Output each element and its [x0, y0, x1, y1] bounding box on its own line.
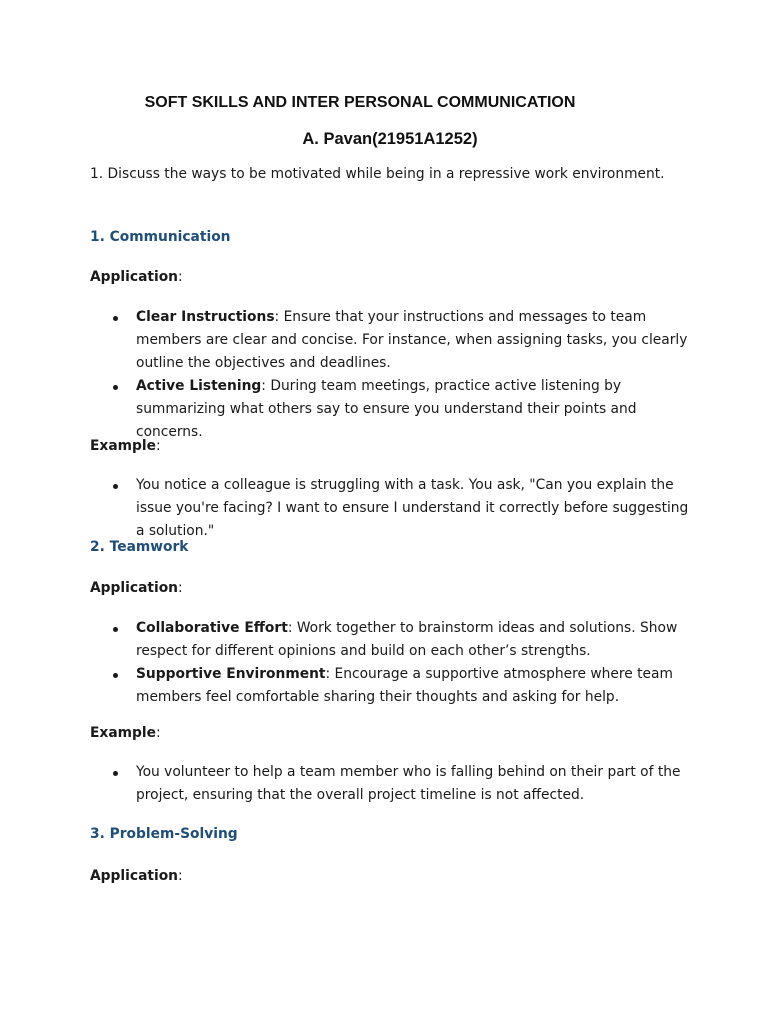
- list-item: [90, 663, 690, 709]
- example-label: [90, 725, 161, 741]
- list-item-text: : Ensure that your instructions and messages to team members are clear and concise. For instance, when assigning tasks, you clearly outline the objectives and deadlines.: [136, 309, 688, 371]
- list-item-term: Collaborative Effort: [136, 620, 288, 636]
- list-item: [90, 306, 690, 375]
- example-label-text: Example: [90, 438, 156, 454]
- bullet-icon: [113, 484, 118, 489]
- application-label-text: Application: [90, 868, 179, 884]
- example-label: [90, 438, 161, 454]
- list-item-term: Active Listening: [136, 378, 262, 394]
- list-item-term: Supportive Environment: [136, 666, 326, 682]
- application-label: [90, 580, 183, 596]
- list-item-text: You volunteer to help a team member who is falling behind on their part of the project, ensuring that the overall project timeline is not affected.: [136, 764, 681, 803]
- application-label: [90, 868, 183, 884]
- bullet-icon: [113, 673, 118, 678]
- application-label-text: Application: [90, 580, 179, 596]
- label-colon: :: [178, 269, 183, 285]
- example-list: [90, 474, 690, 543]
- list-item-text: : During team meetings, practice active listening by summarizing what others say to ensure you understand their points and concerns.: [136, 378, 637, 440]
- bullet-icon: [113, 316, 118, 321]
- application-label-text: Application: [90, 269, 179, 285]
- list-item-text: : Encourage a supportive atmosphere where team members feel comfortable sharing their thoughts and asking for help.: [136, 666, 673, 705]
- bullet-icon: [113, 627, 118, 632]
- label-colon: :: [155, 438, 161, 454]
- label-colon: :: [178, 868, 183, 884]
- list-item: [90, 617, 690, 663]
- application-label: [90, 269, 183, 285]
- list-item: [90, 761, 690, 807]
- label-colon: :: [178, 580, 183, 596]
- bullet-icon: [113, 385, 118, 390]
- list-item: [90, 474, 690, 543]
- list-item-text: You notice a colleague is struggling with a task. You ask, "Can you explain the issue you're facing? I want to ensure I understand it correctly before suggesting a solution.": [136, 477, 689, 539]
- list-item: [90, 375, 690, 444]
- application-list: [90, 617, 690, 709]
- list-item-text: : Work together to brainstorm ideas and solutions. Show respect for different opinions and build on each other’s strengths.: [136, 620, 678, 659]
- document-title: SOFT SKILLS AND INTER PERSONAL COMMUNICATION: [144, 94, 576, 111]
- author-line: A. Pavan(21951A1252): [302, 130, 478, 148]
- section-heading-communication: 1. Communication: [90, 229, 231, 245]
- section-heading-problem-solving: 3. Problem-Solving: [90, 826, 238, 842]
- question-text: 1. Discuss the ways to be motivated while being in a repressive work environment.: [90, 166, 665, 182]
- example-label-text: Example: [90, 725, 156, 741]
- section-heading-teamwork: 2. Teamwork: [90, 539, 189, 555]
- label-colon: :: [155, 725, 161, 741]
- application-list: [90, 306, 690, 444]
- bullet-icon: [113, 771, 118, 776]
- example-list: [90, 761, 690, 807]
- list-item-term: Clear Instructions: [136, 309, 275, 325]
